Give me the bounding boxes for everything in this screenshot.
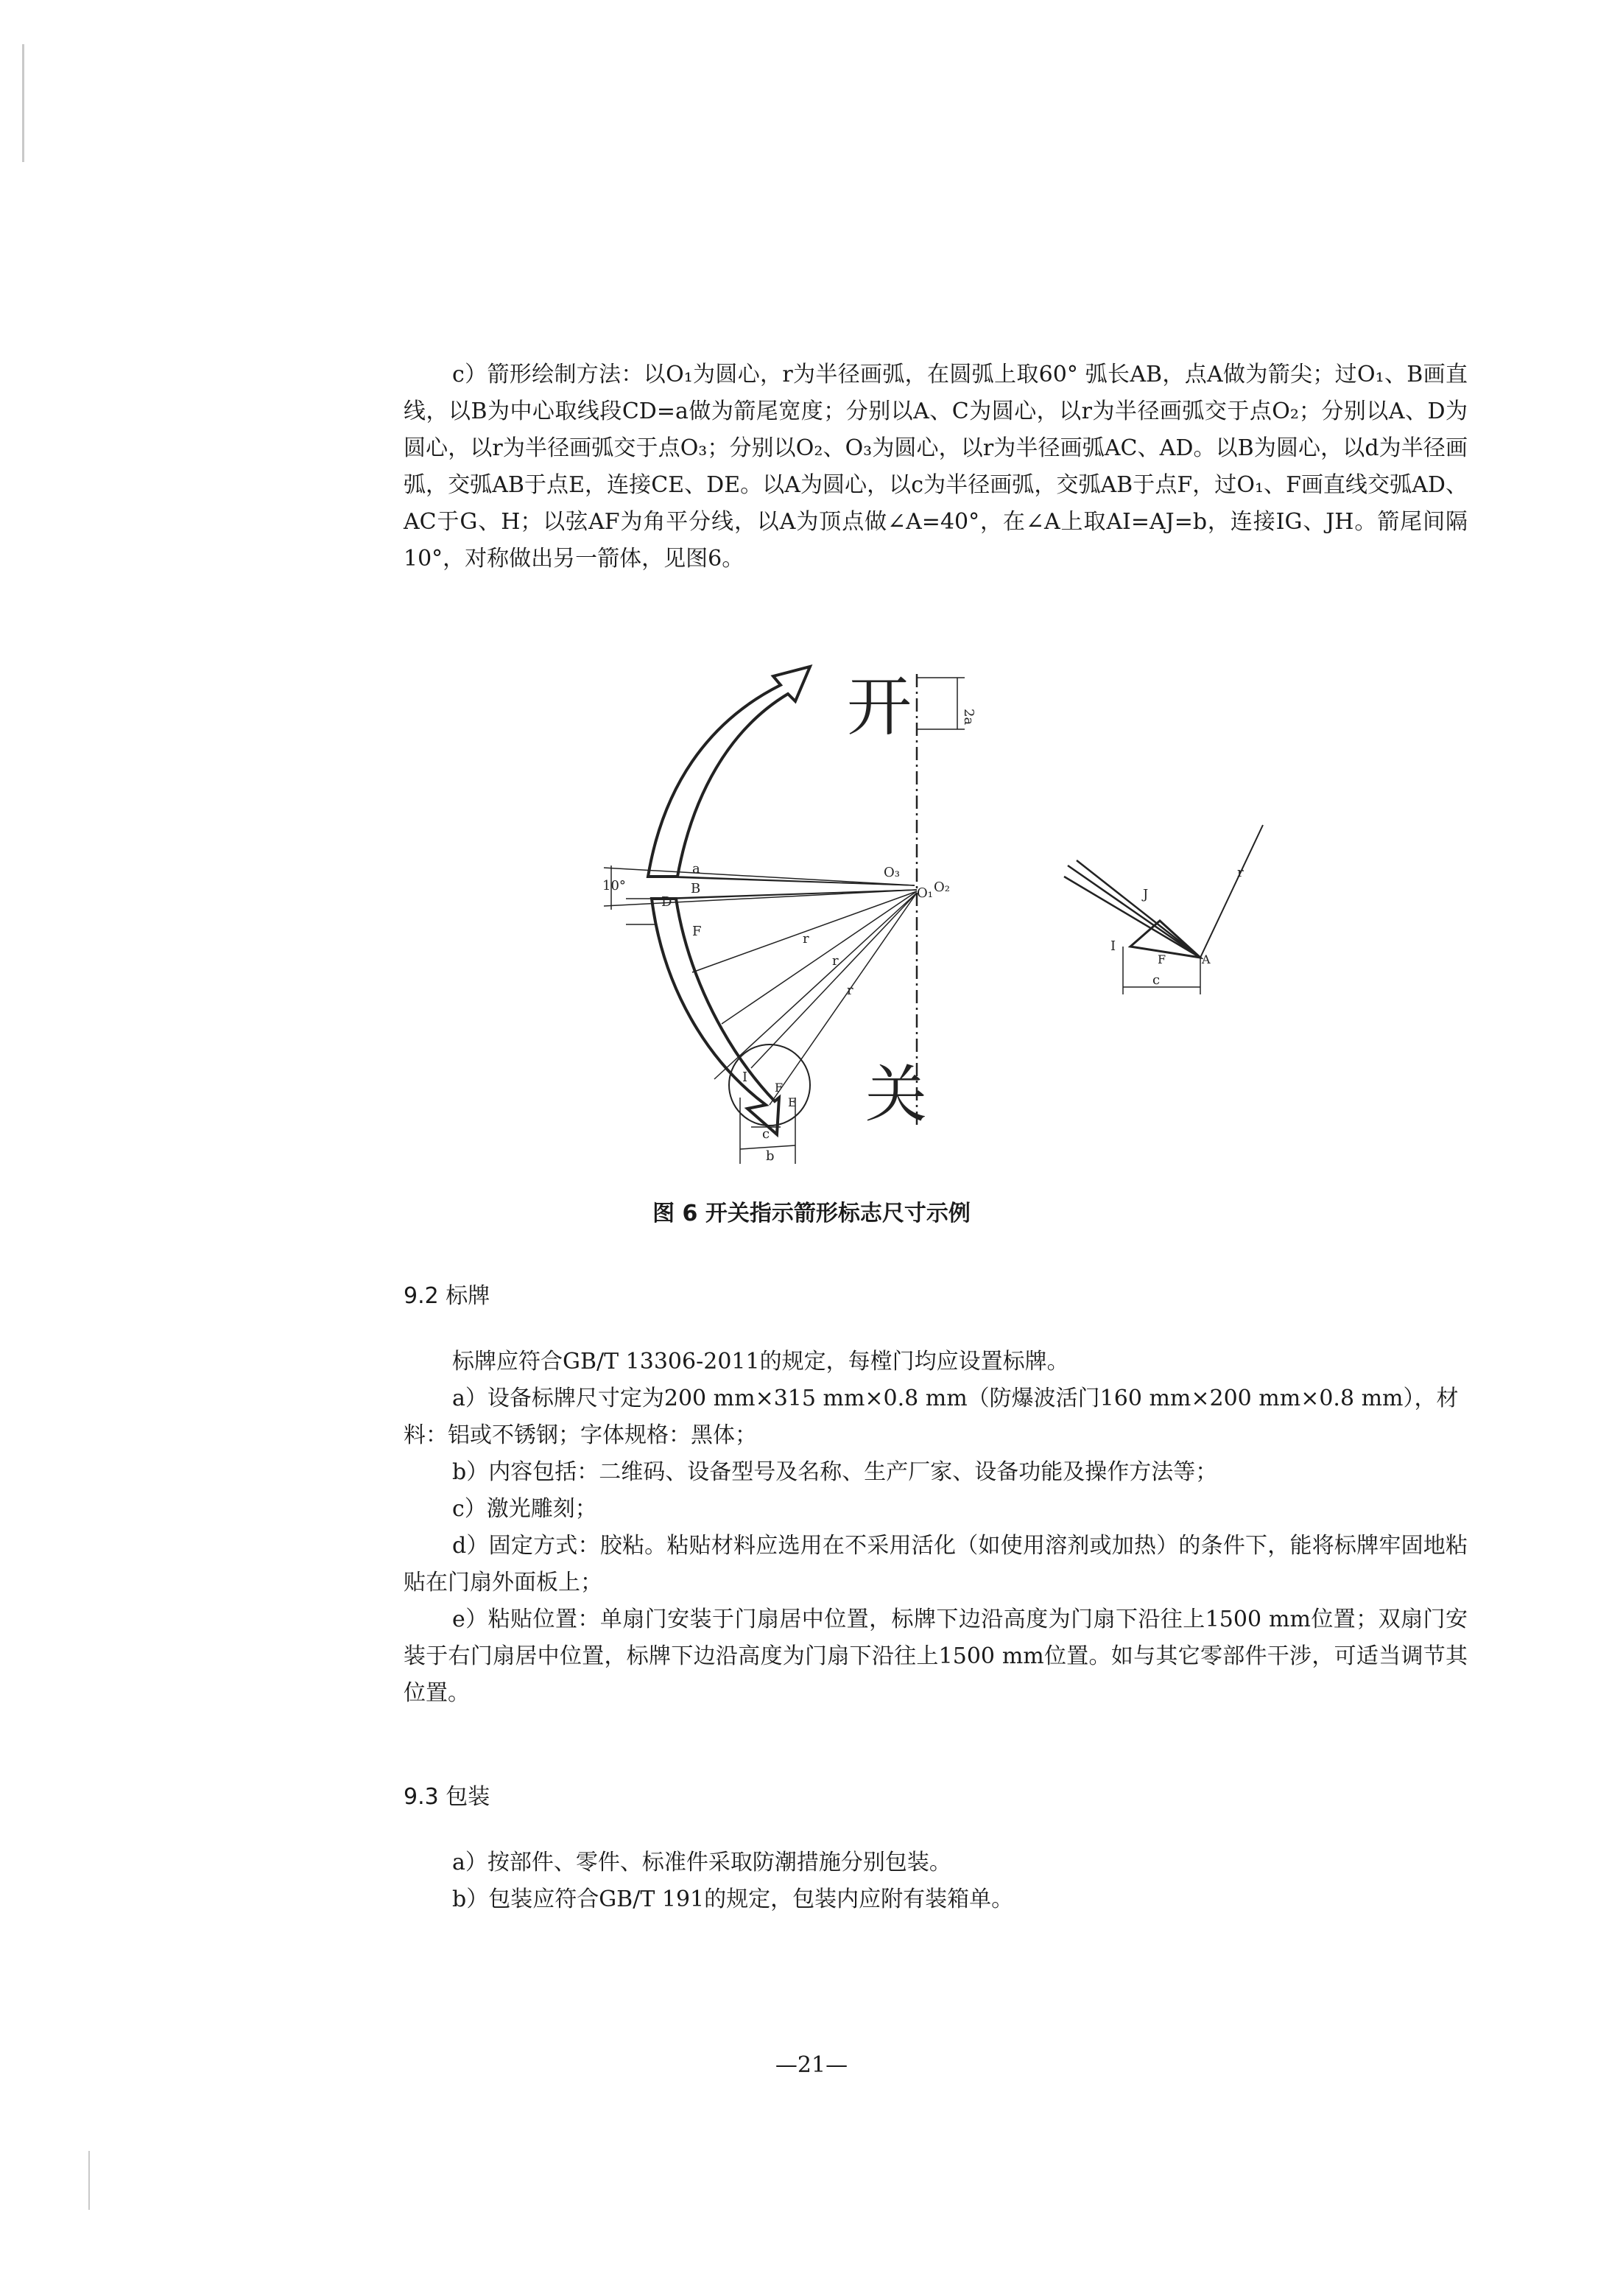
- section-92-item-e: e）粘贴位置：单扇门安装于门扇居中位置，标牌下边沿高度为门扇下沿往上1500 mm位置；双扇门安装于右门扇居中位置，标牌下边沿高度为门扇下沿往上1500 mm位置。如与其它零部件干涉，可适当调节其位置。: [404, 1607, 1468, 1706]
- lower-arrow-body: [652, 899, 779, 1134]
- label-c: c: [762, 1126, 770, 1142]
- radius-line: [677, 877, 915, 885]
- scan-edge-line: [22, 44, 24, 162]
- char-open: 开: [847, 669, 912, 745]
- label-a: a: [692, 861, 700, 877]
- section-93-item-b: b）包装应符合GB/T 191的规定，包装内应附有装箱单。: [452, 1886, 1014, 1912]
- label-angle-10: 10°: [602, 878, 626, 894]
- figure-caption: 图 6 开关指示箭形标志尺寸示例: [652, 1201, 971, 1226]
- item-text: a）设备标牌尺寸定为200 mm×315 mm×0.8 mm（防爆波活门160 mm×200 mm×0.8 mm），材料：铝或不锈钢；字体规格：黑体；: [404, 1386, 1459, 1448]
- section-92-item-a: [404, 1380, 1468, 1454]
- section-92-title: 9.2 标牌: [404, 1283, 490, 1309]
- label-I: I: [1110, 938, 1116, 954]
- radius-line: [714, 893, 917, 1079]
- upper-arrow-body: [648, 667, 810, 877]
- label-r: r: [1237, 865, 1244, 880]
- radius-line: [722, 891, 917, 1024]
- radius-line: [751, 893, 917, 1068]
- label-O2: O₂: [934, 880, 950, 895]
- shaft-line: [1077, 860, 1200, 958]
- intro-paragraph: c）箭形绘制方法：以O₁为圆心，r为半径画弧，在圆弧上取60° 弧长AB，点A做为箭尖；过O₁、B画直线，以B为中心取线段CD=a做为箭尾宽度；分别以A、C为圆心，以r为半径画弧交于点O₂；分别以A、D为圆心，以r为半径画弧交于点O₃；分别以O₂、O₃为圆心，以r为半径画弧AC、AD。以B为圆心，以d为半径画弧，交弧AB于点E，连接CE、DE。以A为圆心，以c为半径画弧，交弧AB于点F，过O₁、F画直线交弧AD、AC于G、H；以弦AF为角平分线，以A为顶点做∠A=40°，在∠A上取AI=AJ=b，连接IG、JH。箭尾间隔10°，对称做出另一箭体，见图6。: [404, 362, 1468, 572]
- arrow-detail-figure: [1060, 810, 1281, 1017]
- label-F-upper: F: [692, 924, 702, 939]
- dim-2a-label: 2a: [961, 709, 976, 726]
- label-B: B: [691, 881, 701, 896]
- radius-line: [1200, 825, 1263, 958]
- section-93-item-a: a）按部件、零件、标准件采取防潮措施分别包装。: [452, 1850, 951, 1875]
- section-93-title: 9.3 包装: [404, 1784, 490, 1810]
- section-92-item-c: c）激光雕刻；: [452, 1496, 597, 1522]
- section-92-lead: 标牌应符合GB/T 13306-2011的规定，每樘门均应设置标牌。: [452, 1349, 1069, 1375]
- arrow-figure: [582, 656, 994, 1171]
- label-O3: O₃: [884, 865, 900, 880]
- label-J: J: [1143, 887, 1149, 902]
- label-O1: O₁: [917, 885, 933, 901]
- label-A: A: [1202, 952, 1211, 966]
- label-F: F: [1158, 952, 1166, 966]
- label-D: D: [661, 894, 672, 910]
- label-I: I: [742, 1070, 748, 1085]
- section-92-item-b: b）内容包括：二维码、设备型号及名称、生产厂家、设备功能及操作方法等；: [452, 1459, 1218, 1485]
- page-number: —21—: [775, 2052, 848, 2078]
- label-r-2: r: [832, 953, 839, 969]
- label-r-1: r: [803, 931, 809, 947]
- label-b: b: [766, 1148, 775, 1164]
- label-E: E: [788, 1095, 797, 1109]
- section-92-item-d: d）固定方式：胶粘。粘贴材料应选用在不采用活化（如使用溶剂或加热）的条件下，能将标牌牢固地粘贴在门扇外面板上；: [404, 1533, 1468, 1595]
- label-r-3: r: [847, 983, 853, 998]
- label-F-lower: F: [775, 1081, 784, 1095]
- char-close: 关: [865, 1059, 928, 1131]
- label-c: c: [1152, 972, 1161, 988]
- scan-edge-line-bottom: [88, 2151, 90, 2210]
